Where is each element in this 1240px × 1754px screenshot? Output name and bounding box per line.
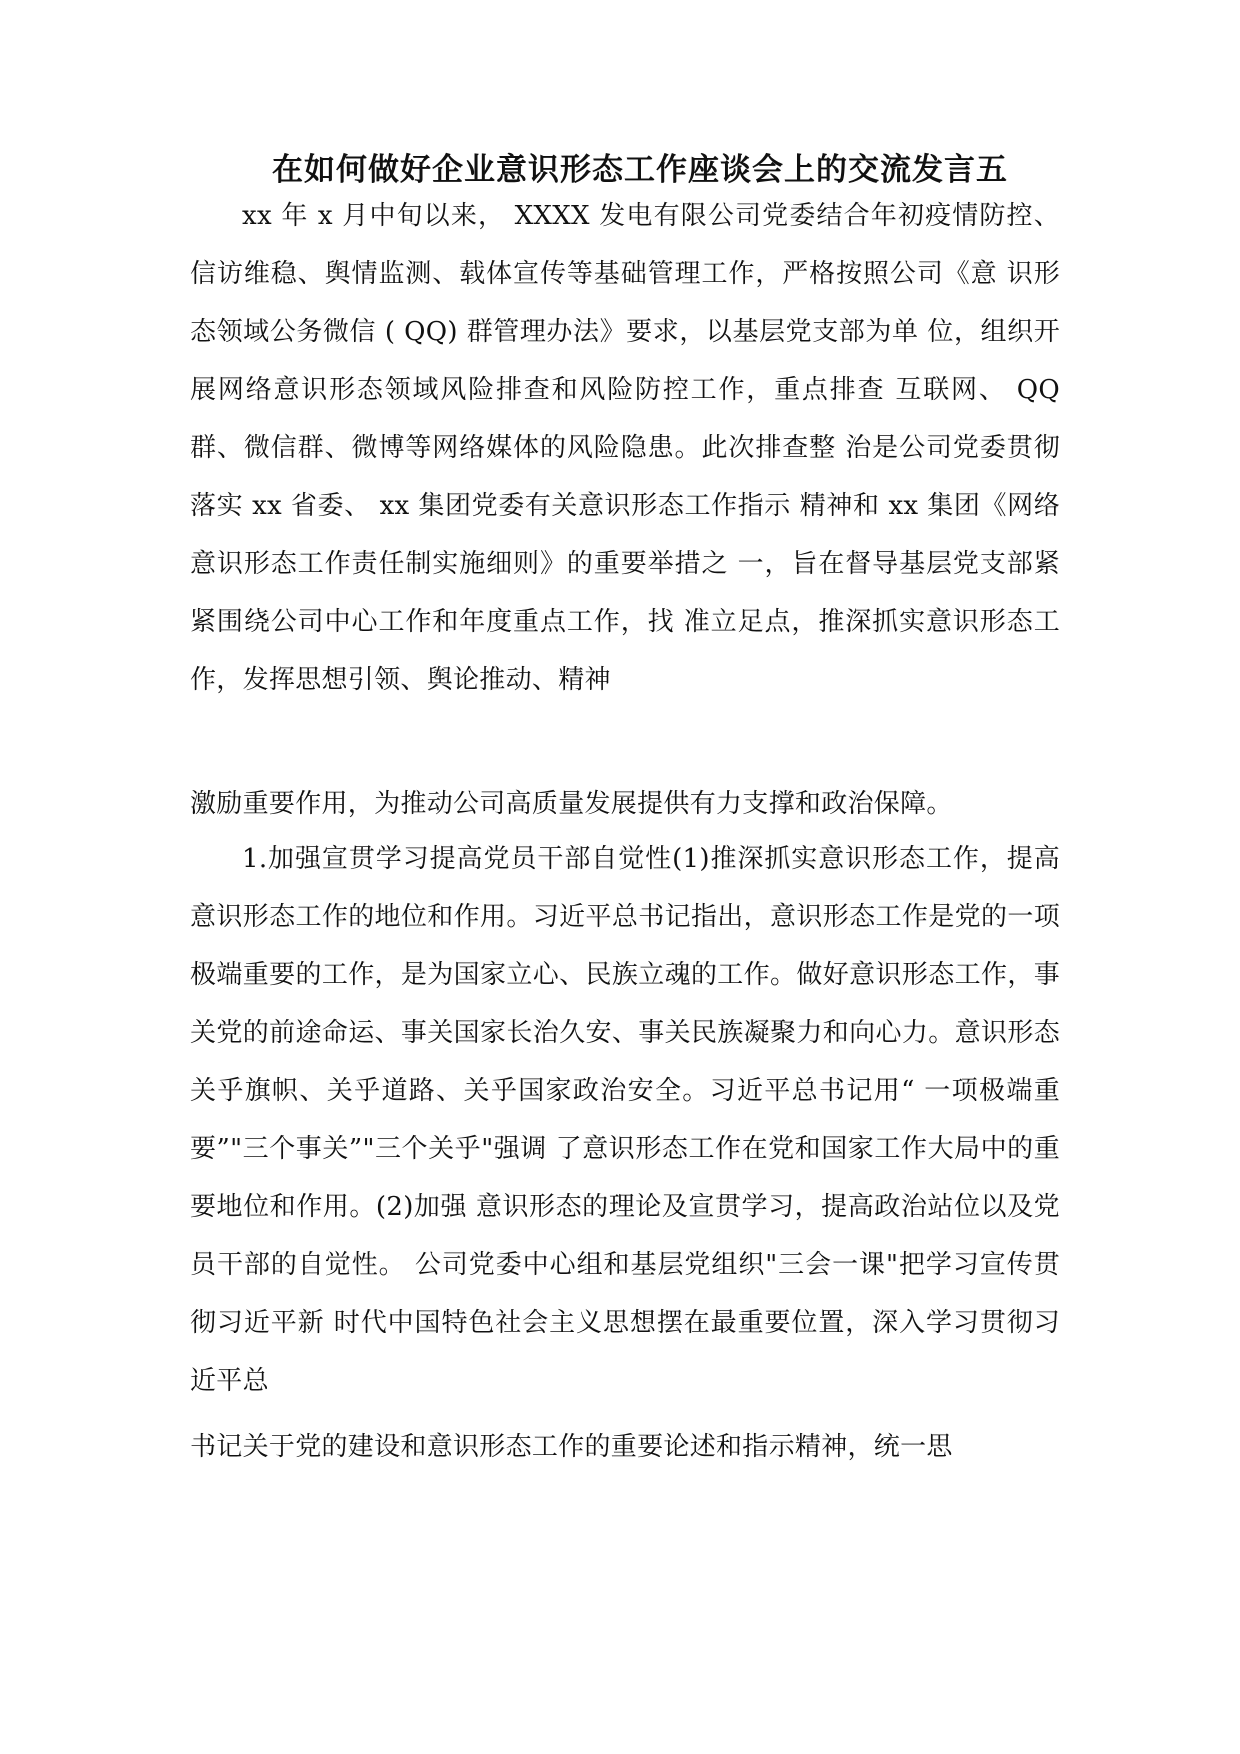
body-paragraph: 激励重要作用，为推动公司高质量发展提供有力支撑和政治保障。 [190,789,953,819]
body-paragraph: xx 年 x 月中旬以来， XXXX 发电有限公司党委结合年初疫情防控、 信访维稳、舆情监测、载体宣传等基础管理工作，严格按照公司《意 识形态领域公务微信 ( QQ) 群管理办法》要求，以基层党支部为单 位，组织开展网络意识形态领域风险排查和风险防控工作，重点排查 互联网、 QQ 群、微信群、微博等网络媒体的风险隐患。此次排查整 治是公司党委贯彻落实 xx 省委、 xx 集团党委有关意识形态工作指示 精神和 xx 集团《网络意识形态工作责任制实施细则》的重要举措之 一，旨在督导基层党支部紧紧围绕公司中心工作和年度重点工作，找 准立足点，推深抓实意识形态工作，发挥思想引领、舆论推动、精神 [190,201,1060,695]
body-paragraph: 书记关于党的建设和意识形态工作的重要论述和指示精神，统一思 [190,1432,953,1462]
body-paragraph: 1.加强宣贯学习提高党员干部自觉性(1)推深抓实意识形态工作，提高意识形态工作的地位和作用。习近平总书记指出，意识形态工作是党的一项极端重要的工作，是为国家立心、民族立魂的工作。做好意识形态工作，事关党的前途命运、事关国家长治久安、事关民族凝聚力和向心力。意识形态关乎旗帜、关乎道路、关乎国家政治安全。习近平总书记用“ 一项极端重要”"三个事关”"三个关乎"强调 了意识形态工作在党和国家工作大局中的重要地位和作用。(2)加强 意识形态的理论及宣贯学习，提高政治站位以及党员干部的自觉性。 公司党委中心组和基层党组织"三会一课"把学习宣传贯彻习近平新 时代中国特色社会主义思想摆在最重要位置，深入学习贯彻习近平总 [190,844,1060,1396]
document-title: 在如何做好企业意识形态工作座谈会上的交流发言五 [272,152,1008,188]
